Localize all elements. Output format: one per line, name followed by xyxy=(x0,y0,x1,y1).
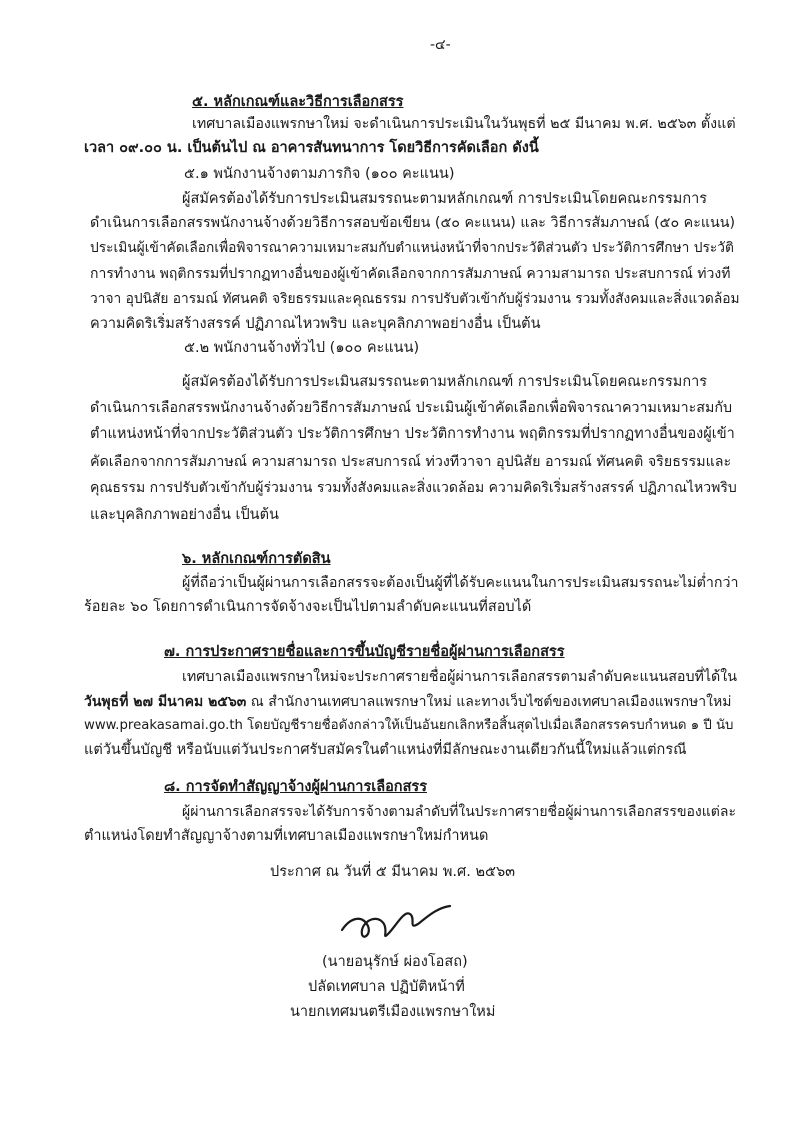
section-5-2-line: คัดเลือกจากการสัมภาษณ์ ความสามารถ ประสบการณ์ ท่วงทีวาจา อุปนิสัย อารมณ์ ทัศนคติ จริยธรรมและ xyxy=(90,454,732,470)
section-5-1-heading: ๕.๑ พนักงานจ้างตามภารกิจ (๑๐๐ คะแนน) xyxy=(184,166,455,182)
section-5-1-line: การทำงาน พฤติกรรมที่ปรากฏทางอื่นของผู้เข้าคัดเลือกจากการสัมภาษณ์ ความสามารถ ประสบการณ์ ท่วงที xyxy=(90,266,731,282)
section-5-1-line: ประเมินผู้เข้าคัดเลือกเพื่อพิจารณาความเหมาะสมกับตำแหน่งหน้าที่จากประวัติส่วนตัว ประวัติการศึกษา ประวัติ xyxy=(90,240,734,256)
section-5-1-line: ดำเนินการเลือกสรรพนักงานจ้างด้วยวิธีการสอบข้อเขียน (๕๐ คะแนน) และ วิธีการสัมภาษณ์ (๕๐ คะแนน) xyxy=(90,215,736,231)
section-5-1-line: ความคิดริเริ่มสร้างสรรค์ ปฏิภาณไหวพริบ และบุคลิกภาพอย่างอื่น เป็นต้น xyxy=(90,316,541,332)
section-8-line: ตำแหน่งโดยทำสัญญาจ้างตามที่เทศบาลเมืองแพรกษาใหม่กำหนด xyxy=(84,828,489,844)
signer-title: นายกเทศมนตรีเมืองแพรกษาใหม่ xyxy=(290,1004,496,1020)
page-number: -๔- xyxy=(430,37,451,53)
section-5-2-line: ดำเนินการเลือกสรรพนักงานจ้างด้วยวิธีการสัมภาษณ์ ประเมินผู้เข้าคัดเลือกเพื่อพิจารณาความเหมาะสมกับ xyxy=(90,400,733,416)
announce-date: ประกาศ ณ วันที่ ๕ มีนาคม พ.ศ. ๒๕๖๓ xyxy=(270,864,516,880)
section-5-1-line: วาจา อุปนิสัย อารมณ์ ทัศนคติ จริยธรรมและคุณธรรม การปรับตัวเข้ากับผู้ร่วมงาน รวมทั้งสังคมและสิ่งแวดล้อม xyxy=(90,291,740,307)
section-7-heading: ๗. การประกาศรายชื่อและการขึ้นบัญชีรายชื่อผู้ผ่านการเลือกสรร xyxy=(164,644,565,660)
section-5-2-heading: ๕.๒ พนักงานจ้างทั่วไป (๑๐๐ คะแนน) xyxy=(184,340,420,356)
section-7-line: เทศบาลเมืองแพรกษาใหม่จะประกาศรายชื่อผู้ผ่านการเลือกสรรตามลำดับคะแนนสอบที่ได้ใน xyxy=(182,669,738,685)
section-5-intro-line: เวลา ๐๙.๐๐ น. เป็นต้นไป ณ อาคารสันทนาการ โดยวิธีการคัดเลือก ดังนี้ xyxy=(84,140,539,156)
section-7-line: www.preakasamai.go.th โดยบัญชีรายชื่อดังกล่าวให้เป็นอันยกเลิกหรือสิ้นสุดไปเมื่อเลือกสรรครบกำหนด ๑ ปี นับ xyxy=(84,718,734,733)
section-5-2-line: คุณธรรม การปรับตัวเข้ากับผู้ร่วมงาน รวมทั้งสังคมและสิ่งแวดล้อม ความคิดริเริ่มสร้างสรรค์ ปฏิภาณไหวพริบ xyxy=(90,480,737,496)
section-6-heading: ๖. หลักเกณฑ์การตัดสิน xyxy=(182,551,331,567)
section-5-intro-line: เทศบาลเมืองแพรกษาใหม่ จะดำเนินการประเมินในวันพุธที่ ๒๕ มีนาคม พ.ศ. ๒๕๖๓ ตั้งแต่ xyxy=(192,116,736,132)
section-8-heading: ๘. การจัดทำสัญญาจ้างผู้ผ่านการเลือกสรร xyxy=(164,779,427,795)
handwritten-signature xyxy=(338,900,458,954)
signer-name: (นายอนุรักษ์ ผ่องโอสถ) xyxy=(322,954,468,970)
signer-title: ปลัดเทศบาล ปฏิบัติหน้าที่ xyxy=(308,979,465,995)
section-5-2-line: ผู้สมัครต้องได้รับการประเมินสมรรถนะตามหลักเกณฑ์ การประเมินโดยคณะกรรมการ xyxy=(182,374,708,390)
section-5-heading: ๕. หลักเกณฑ์และวิธีการเลือกสรร xyxy=(192,94,404,110)
section-6-line: ผู้ที่ถือว่าเป็นผู้ผ่านการเลือกสรรจะต้องเป็นผู้ที่ได้รับคะแนนในการประเมินสมรรถนะไม่ต่ำกว่า xyxy=(182,575,739,591)
section-8-line: ผู้ผ่านการเลือกสรรจะได้รับการจ้างตามลำดับที่ในประกาศรายชื่อผู้ผ่านการเลือกสรรของแต่ละ xyxy=(182,804,736,820)
section-5-2-line: ตำแหน่งหน้าที่จากประวัติส่วนตัว ประวัติการศึกษา ประวัติการทำงาน พฤติกรรมที่ปรากฏทางอื่นของผู้เข้า xyxy=(90,426,735,442)
section-6-line: ร้อยละ ๖๐ โดยการดำเนินการจัดจ้างจะเป็นไปตามลำดับคะแนนที่สอบได้ xyxy=(84,599,532,615)
section-7-line: แต่วันขึ้นบัญชี หรือนับแต่วันประกาศรับสมัครในตำแหน่งที่มีลักษณะงานเดียวกันนี้ใหม่แล้วแต่กรณี xyxy=(84,742,687,758)
result-location: ณ สำนักงานเทศบาลแพรกษาใหม่ และทางเว็บไซต์ของเทศบาลเมืองแพรกษาใหม่ xyxy=(246,694,732,710)
section-5-1-line: ผู้สมัครต้องได้รับการประเมินสมรรถนะตามหลักเกณฑ์ การประเมินโดยคณะกรรมการ xyxy=(182,191,708,207)
result-date: วันพุธที่ ๒๗ มีนาคม ๒๕๖๓ xyxy=(84,694,247,710)
section-5-2-line: และบุคลิกภาพอย่างอื่น เป็นต้น xyxy=(90,507,279,523)
section-7-line xyxy=(84,692,731,712)
